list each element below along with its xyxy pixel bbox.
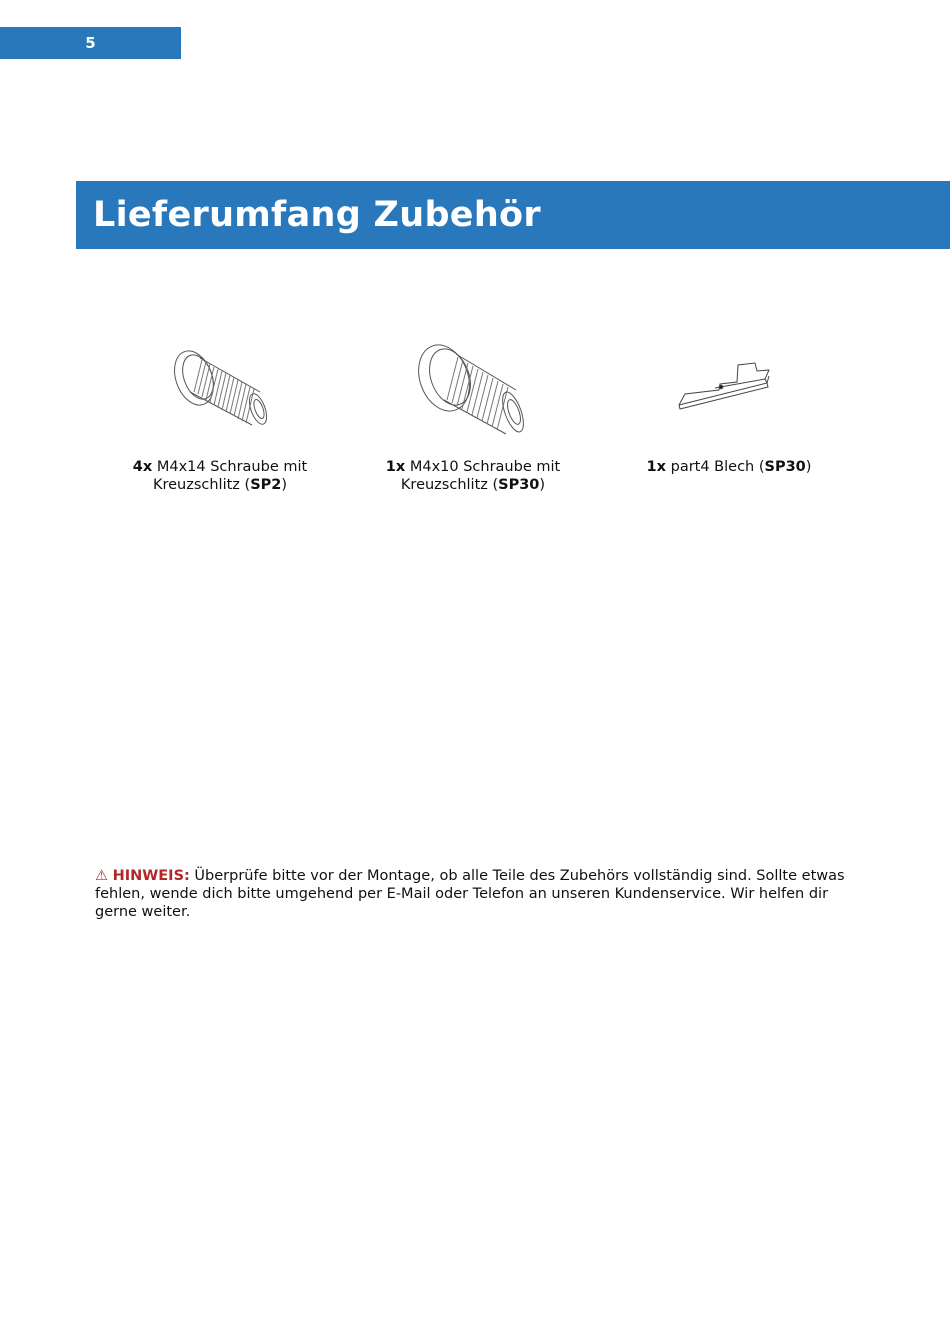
sheet-metal-illustration: [669, 330, 789, 430]
part-description: part4 Blech (: [670, 459, 765, 475]
part-code: SP2: [250, 477, 282, 493]
part-caption: 1x part4 Blech (SP30): [646, 459, 812, 475]
part-quantity: 4x: [132, 459, 153, 475]
note-text: Überprüfe bitte vor der Montage, ob alle Teile des Zubehörs vollständig sind. Sollte etwas fehlen, wende dich bitte umgehend per E-Mail oder Telefon an unseren Kundenservice. Wir helfen dir gerne weiter.: [95, 868, 845, 920]
part-caption: 4x M4x14 Schraube mit Kreuzschlitz (SP2): [132, 459, 308, 493]
part-code: SP30: [764, 459, 806, 475]
part-item-sheet-metal: [614, 330, 844, 476]
screw-short-illustration: [408, 330, 538, 440]
section-title-bar: [76, 181, 950, 249]
part-description: M4x10 Schraube mit: [409, 459, 561, 475]
screw-long-illustration: [160, 330, 280, 430]
part-code: SP30: [498, 477, 540, 493]
warning-icon: ⚠: [95, 868, 108, 884]
part-quantity: 1x: [385, 459, 406, 475]
page-number-tab: [0, 27, 181, 59]
part-description-cont: Kreuzschlitz (: [400, 477, 499, 493]
part-item-screw-m4x14: [105, 330, 335, 494]
part-description: M4x14 Schraube mit: [156, 459, 308, 475]
part-quantity: 1x: [646, 459, 666, 475]
note-label: HINWEIS:: [112, 868, 190, 884]
part-description-cont: Kreuzschlitz (: [152, 477, 251, 493]
page-number: 5: [85, 34, 96, 52]
assembly-note: [95, 867, 855, 921]
part-caption: 1x M4x10 Schraube mit Kreuzschlitz (SP30): [385, 459, 561, 493]
part-item-screw-m4x10: [358, 330, 588, 494]
page-title: Lieferumfang Zubehör: [93, 195, 541, 235]
